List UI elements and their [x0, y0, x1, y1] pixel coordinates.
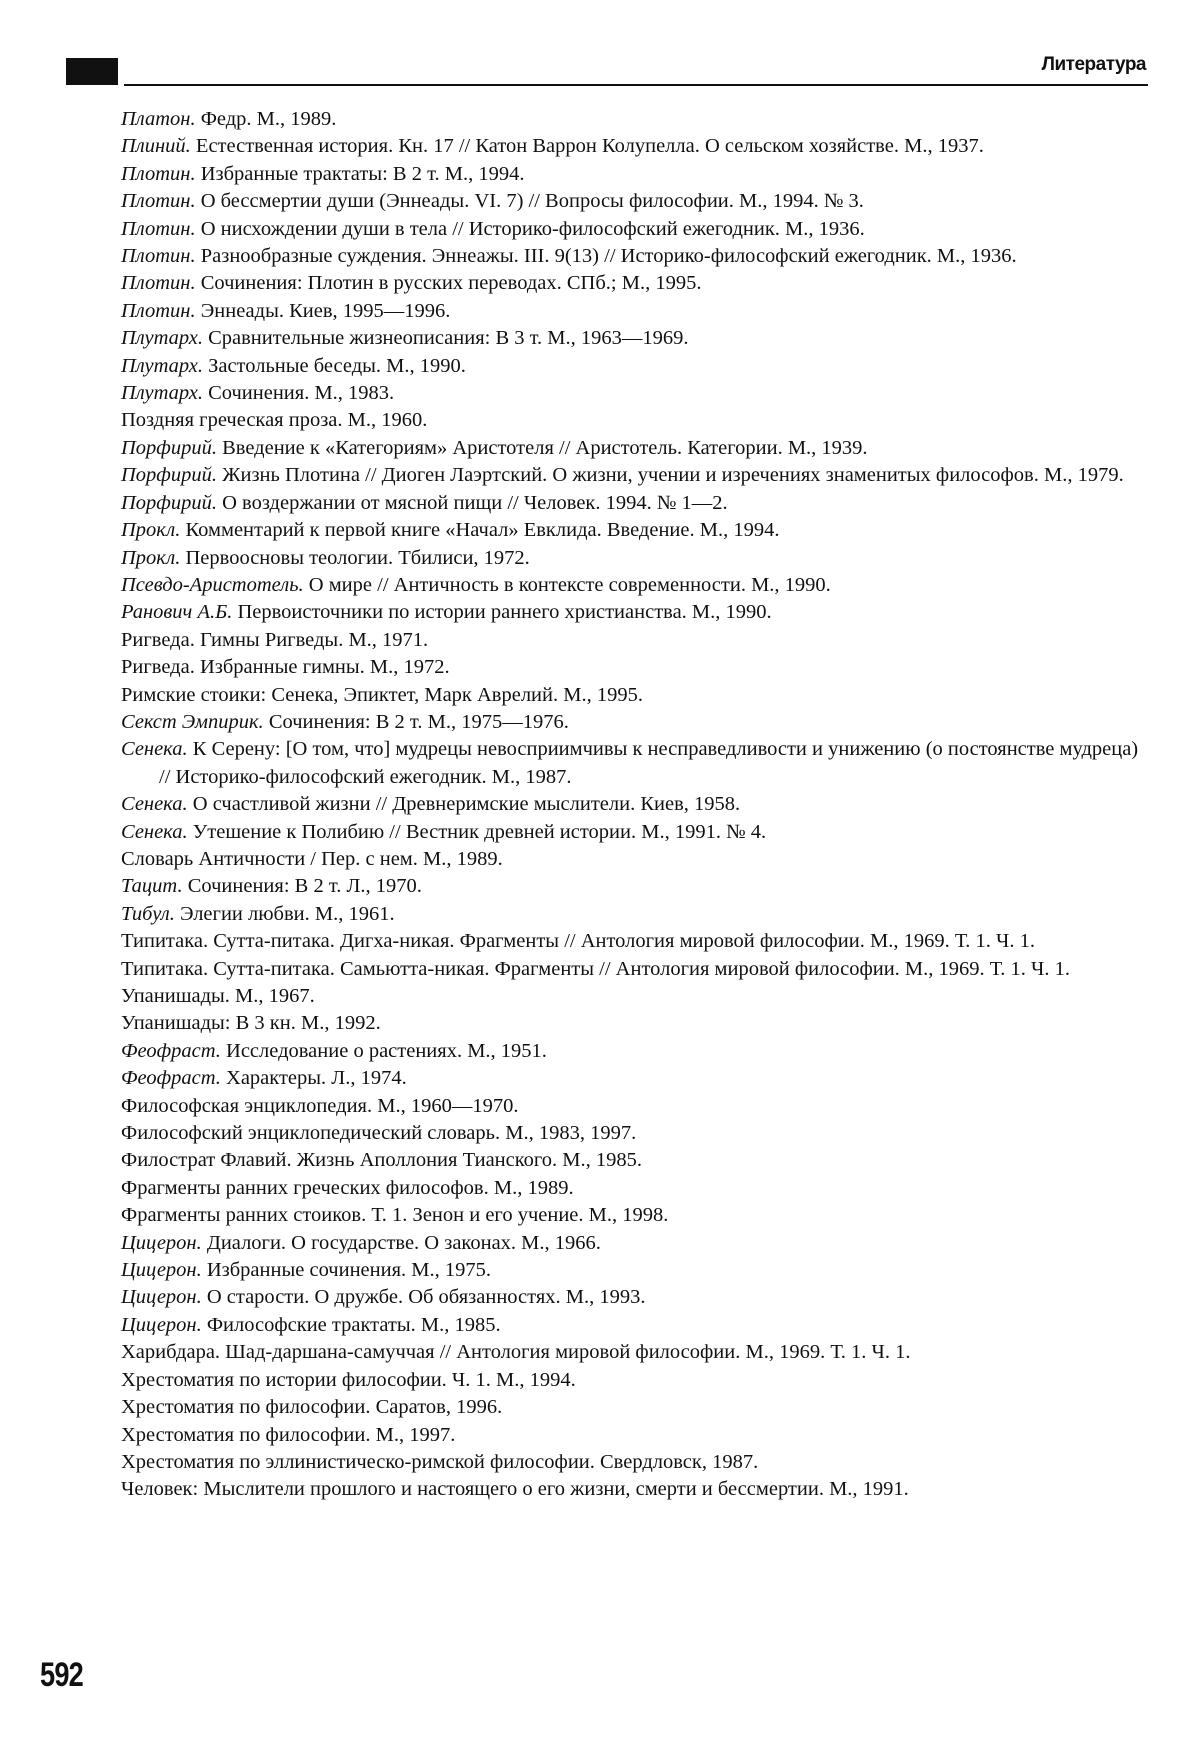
entry-text: Упанишады: В 3 кн. М., 1992. [121, 1012, 381, 1035]
entry-text: О воздержании от мясной пищи // Человек. 1994. № 1—2. [216, 491, 728, 514]
entry-text: О счастливой жизни // Древнеримские мыслители. Киев, 1958. [187, 793, 741, 816]
entry-text: Ригведа. Гимны Ригведы. М., 1971. [121, 628, 429, 651]
header-rule [124, 84, 1148, 86]
entry-text: К Серену: [О том, что] мудрецы невосприимчивы к несправедливости и унижению (о постоянстве мудреца) // Историко-философский ежегодник. М., 1987. [159, 738, 1139, 788]
bibliography-entry [121, 435, 1149, 462]
entry-text: О мире // Античность в контексте современности. М., 1990. [303, 573, 831, 596]
bibliography-entry [121, 188, 1149, 215]
entry-text: Разнообразные суждения. Эннеажы. III. 9(13) // Историко-философский ежегодник. М., 1936. [195, 245, 1017, 268]
entry-author: Порфирий. [121, 464, 217, 487]
bibliography-entry [121, 1339, 1149, 1366]
entry-author: Прокл. [121, 546, 181, 569]
entry-author: Плутарх. [121, 382, 203, 405]
bibliography-entry [121, 298, 1149, 325]
bibliography-entry [121, 873, 1149, 900]
bibliography-entry [121, 599, 1149, 626]
entry-text: Исследование о растениях. М., 1951. [220, 1039, 547, 1062]
entry-author: Плиний. [121, 135, 191, 158]
entry-text: Элегии любви. М., 1961. [174, 902, 395, 925]
bibliography-entry [121, 270, 1149, 297]
entry-text: Словарь Античности / Пер. с нем. М., 1989. [121, 847, 503, 870]
entry-text: Эннеады. Киев, 1995—1996. [195, 299, 451, 322]
entry-text: Хрестоматия по истории философии. Ч. 1. М., 1994. [121, 1368, 576, 1391]
bibliography-entry [121, 928, 1149, 955]
bibliography-entry [121, 243, 1149, 270]
bibliography-entry [121, 490, 1149, 517]
entry-text: Избранные трактаты: В 2 т. М., 1994. [195, 162, 525, 185]
bibliography-entry [121, 846, 1149, 873]
bibliography-entry [121, 1093, 1149, 1120]
entry-text: Философские трактаты. М., 1985. [201, 1313, 501, 1336]
entry-text: Филострат Флавий. Жизнь Аполлония Тианского. М., 1985. [121, 1149, 643, 1172]
entry-author: Тацит. [121, 875, 183, 898]
bibliography-entry [121, 216, 1149, 243]
entry-author: Плутарх. [121, 354, 203, 377]
bibliography-entry [121, 709, 1149, 736]
entry-author: Плотин. [121, 272, 196, 295]
entry-author: Плутарх. [121, 327, 203, 350]
entry-text: Первоисточники по истории раннего христианства. М., 1990. [232, 601, 772, 624]
entry-text: Сочинения. М., 1983. [202, 382, 395, 405]
bibliography-entry [121, 1230, 1149, 1257]
entry-author: Плотин. [121, 217, 196, 240]
entry-text: Фрагменты ранних греческих философов. М., 1989. [121, 1176, 574, 1199]
bibliography-entry [121, 901, 1149, 928]
entry-author: Цицерон. [121, 1259, 202, 1282]
header-black-block [66, 58, 118, 85]
entry-text: Сравнительные жизнеописания: В 3 т. М., 1963—1969. [202, 327, 689, 350]
entry-text: Федр. М., 1989. [195, 108, 337, 130]
entry-author: Платон. [121, 108, 196, 130]
entry-text: Хрестоматия по философии. Саратов, 1996. [121, 1396, 503, 1419]
entry-text: О нисхождении души в тела // Историко-философский ежегодник. М., 1936. [195, 217, 865, 240]
entry-text: Хрестоматия по эллинистическо-римской философии. Свердловск, 1987. [121, 1450, 759, 1473]
bibliography-entry [121, 1065, 1149, 1092]
entry-author: Плотин. [121, 190, 196, 213]
bibliography-entry [121, 682, 1149, 709]
entry-text: Характеры. Л., 1974. [220, 1067, 407, 1090]
entry-author: Секст Эмпирик. [121, 710, 264, 733]
entry-text: Типитака. Сутта-питака. Дигха-никая. Фрагменты // Антология мировой философии. М., 1969. Т. 1. Ч. 1. [121, 930, 1035, 953]
bibliography-entry [121, 517, 1149, 544]
bibliography-entry [121, 133, 1149, 160]
entry-author: Феофраст. [121, 1039, 221, 1062]
entry-text: Поздняя греческая проза. М., 1960. [121, 409, 428, 432]
bibliography-entry [121, 462, 1149, 489]
bibliography-entry [121, 1010, 1149, 1037]
entry-author: Феофраст. [121, 1067, 221, 1090]
page-number: 592 [40, 1656, 83, 1694]
entry-text: Философский энциклопедический словарь. М., 1983, 1997. [121, 1122, 637, 1145]
bibliography-entry [121, 407, 1149, 434]
entry-author: Цицерон. [121, 1231, 202, 1254]
entry-author: Псевдо-Аристотель. [121, 573, 304, 596]
bibliography-entry [121, 1284, 1149, 1311]
entry-text: Упанишады. М., 1967. [121, 985, 315, 1007]
entry-text: Хрестоматия по философии. М., 1997. [121, 1423, 456, 1446]
entry-text: Сочинения: Плотин в русских переводах. СПб.; М., 1995. [195, 272, 702, 295]
bibliography-entry [121, 1147, 1149, 1174]
bibliography-entry [121, 1038, 1149, 1065]
entry-text: Римские стоики: Сенека, Эпиктет, Марк Аврелий. М., 1995. [121, 683, 643, 706]
bibliography-entry [121, 1367, 1149, 1394]
bibliography-entry [121, 380, 1149, 407]
bibliography-entry [121, 956, 1149, 983]
entry-text: Харибдара. Шад-даршана-самуччая // Антология мировой философии. М., 1969. Т. 1. Ч. 1. [121, 1341, 911, 1364]
entry-author: Цицерон. [121, 1286, 202, 1309]
bibliography-entry [121, 1476, 1149, 1503]
entry-author: Тибул. [121, 902, 175, 925]
bibliography-entry [121, 1422, 1149, 1449]
entry-text: Введение к «Категориям» Аристотеля // Аристотель. Категории. М., 1939. [216, 436, 868, 459]
entry-text: Человек: Мыслители прошлого и настоящего о его жизни, смерти и бессмертии. М., 1991. [121, 1478, 909, 1501]
entry-text: Естественная история. Кн. 17 // Катон Варрон Колупелла. О сельском хозяйстве. М., 1937. [190, 135, 984, 158]
entry-author: Порфирий. [121, 491, 217, 514]
entry-text: О бессмертии души (Эннеады. VI. 7) // Вопросы философии. М., 1994. № 3. [195, 190, 864, 213]
entry-author: Порфирий. [121, 436, 217, 459]
entry-author: Плотин. [121, 245, 196, 268]
bibliography-entry [121, 1120, 1149, 1147]
bibliography-entry [121, 1394, 1149, 1421]
entry-text: Жизнь Плотина // Диоген Лаэртский. О жизни, учении и изречениях знаменитых философов. М., 1979. [216, 464, 1124, 487]
bibliography-entry [121, 1257, 1149, 1284]
entry-author: Плотин. [121, 162, 196, 185]
entry-author: Цицерон. [121, 1313, 202, 1336]
entry-author: Ранович А.Б. [121, 601, 233, 624]
entry-text: Диалоги. О государстве. О законах. М., 1966. [201, 1231, 601, 1254]
bibliography-entry [121, 1449, 1149, 1476]
running-header [66, 52, 1148, 86]
entry-text: Философская энциклопедия. М., 1960—1970. [121, 1094, 519, 1117]
bibliography-entry [121, 106, 1149, 133]
entry-author: Сенека. [121, 793, 188, 816]
bibliography-entry [121, 161, 1149, 188]
entry-text: Первоосновы теологии. Тбилиси, 1972. [180, 546, 530, 569]
entry-text: Сочинения: В 2 т. М., 1975—1976. [263, 710, 569, 733]
entry-author: Сенека. [121, 738, 188, 761]
entry-text: Ригведа. Избранные гимны. М., 1972. [121, 656, 450, 679]
bibliography-entry [121, 791, 1149, 818]
bibliography-entry [121, 325, 1149, 352]
entry-text: Типитака. Сутта-питака. Самьютта-никая. Фрагменты // Антология мировой философии. М., 1969. Т. 1. Ч. 1. [121, 957, 1070, 980]
bibliography-entry [121, 819, 1149, 846]
entry-text: Избранные сочинения. М., 1975. [201, 1259, 491, 1282]
entry-author: Прокл. [121, 519, 181, 542]
entry-author: Сенека. [121, 820, 188, 843]
header-title: Литература [1041, 54, 1146, 75]
bibliography-entry [121, 353, 1149, 380]
bibliography-entry [121, 736, 1149, 791]
entry-text: Утешение к Полибию // Вестник древней истории. М., 1991. № 4. [187, 820, 767, 843]
bibliography-entry [121, 627, 1149, 654]
bibliography-entry [121, 1312, 1149, 1339]
bibliography-entry [121, 654, 1149, 681]
bibliography-entry [121, 1202, 1149, 1229]
bibliography-list [121, 106, 1149, 1504]
entry-text: Застольные беседы. М., 1990. [202, 354, 466, 377]
bibliography-entry [121, 545, 1149, 572]
entry-text: Сочинения: В 2 т. Л., 1970. [182, 875, 422, 898]
entry-text: О старости. О дружбе. Об обязанностях. М., 1993. [201, 1286, 646, 1309]
bibliography-entry [121, 572, 1149, 599]
entry-text: Комментарий к первой книге «Начал» Евклида. Введение. М., 1994. [180, 519, 780, 542]
entry-author: Плотин. [121, 299, 196, 322]
entry-text: Фрагменты ранних стоиков. Т. 1. Зенон и его учение. М., 1998. [121, 1204, 669, 1227]
bibliography-entry [121, 1175, 1149, 1202]
bibliography-entry [121, 983, 1149, 1010]
